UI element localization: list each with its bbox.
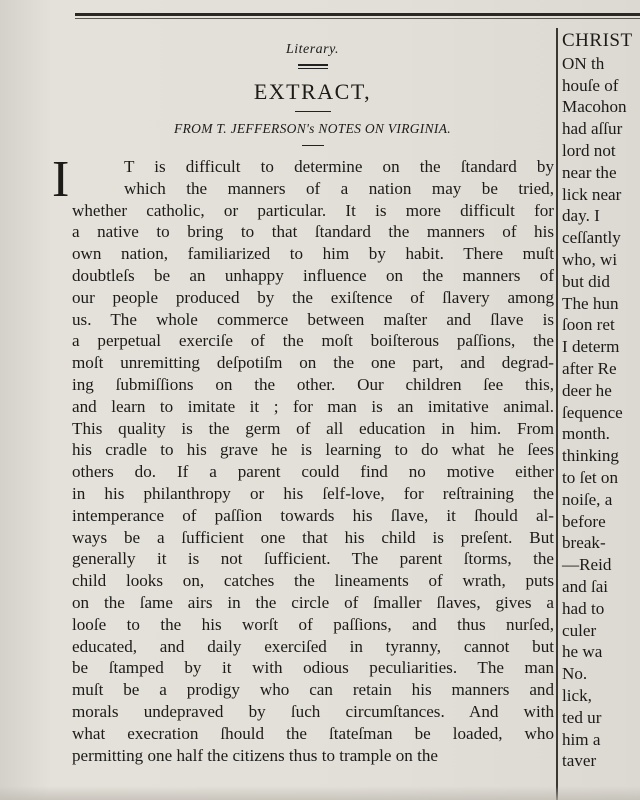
article-line: doubtleſs be an unhappy influence on the manners of [72, 265, 554, 285]
article-line: permitting one half the citizens thus to trample on the [72, 745, 438, 765]
article-line: us. The whole commerce between maſter and ſlave is [72, 309, 554, 329]
adjacent-column-line: —Reid [562, 555, 612, 575]
adjacent-column-line: lick near [562, 184, 622, 204]
article-line: others do. If a parent could find no motive either [72, 462, 554, 482]
adjacent-column-line: ſequence [562, 402, 623, 422]
column-divider [556, 28, 558, 800]
adjacent-column-line: noiſe, a [562, 489, 613, 509]
drop-cap: I [52, 151, 70, 208]
article-line: a perpetual exerciſe of the moſt boiſterous paſſions, the [72, 331, 554, 351]
article-body [72, 156, 554, 766]
adjacent-column-line: culer [562, 620, 597, 640]
article-line: intemperance of paſſion towards his ſlave, it ſhould al- [72, 505, 554, 525]
adjacent-column-line: ſoon ret [562, 315, 615, 335]
article-line: This quality is the germ of all education in him. From [72, 418, 554, 438]
adjacent-column-line: month. [562, 424, 610, 444]
adjacent-column-line: deer he [562, 380, 612, 400]
article-line: what execration ſhould the ſtateſman be loaded, who [72, 723, 554, 743]
article-line: on the ſame airs in the circle of ſmaller ſlaves, gives a [72, 592, 554, 612]
adjacent-column-line: Macohon [562, 97, 627, 117]
adjacent-column-line: lick, [562, 685, 592, 705]
top-rule [75, 13, 640, 16]
article-line: morals undepraved by ſuch circumſtances. And with [72, 701, 554, 721]
article-line: be ſtamped by it with odious peculiarities. The man [72, 658, 554, 678]
article-subtitle: FROM T. JEFFERSON's NOTES ON VIRGINIA. [174, 121, 451, 136]
adjacent-column-line: day. I [562, 206, 600, 226]
article-line: moſt unremitting deſpotiſm on the one part, and degrad- [72, 353, 554, 373]
article-line: ways be a ſufficient one that his child is preſent. But [72, 527, 554, 547]
article-line: T is difficult to determine on the ſtandard by [124, 157, 554, 176]
adjacent-column-line: No. [562, 664, 588, 684]
adjacent-column-line: and ſai [562, 576, 609, 596]
adjacent-column-line: I determ [562, 337, 620, 357]
adjacent-column-line: had aſſur [562, 119, 623, 139]
article-line: child looks on, catches the lineaments of wrath, puts [72, 571, 554, 591]
adjacent-column [562, 30, 640, 772]
page-edge-shadow [0, 786, 640, 800]
adjacent-column-line: he wa [562, 642, 603, 662]
article-line: looſe to the his worſt of paſſions, and thus nurſed, [72, 614, 554, 634]
article-line: and learn to imitate it ; for man is an imitative animal. [72, 396, 554, 416]
adjacent-column-line: The hun [562, 293, 619, 313]
adjacent-column-line: to ſet on [562, 467, 619, 487]
adjacent-column-line: after Re [562, 358, 617, 378]
adjacent-column-header: CHRIST [562, 30, 633, 51]
adjacent-column-text [562, 53, 640, 772]
adjacent-column-line: near the [562, 162, 617, 182]
article-line: in his philanthropy or his ſelf-love, for reſtraining the [72, 483, 554, 503]
adjacent-column-line: had to [562, 598, 605, 618]
adjacent-column-line: ted ur [562, 707, 602, 727]
article-line: a native to bring to that ſtandard the manners of his [72, 222, 554, 242]
article-line: which the manners of a nation may be tried, [124, 178, 554, 198]
article-line: our people produced by the exiſtence of ſlavery among [72, 287, 554, 307]
article-line: own nation, familiarized to him by habit. There muſt [72, 244, 554, 264]
adjacent-column-line: break- [562, 533, 606, 553]
article-line: generally it is not ſufficient. The parent ſtorms, the [72, 549, 554, 569]
adjacent-column-line: thinking [562, 446, 619, 466]
adjacent-column-line: ceſſantly [562, 228, 621, 248]
article-line: muſt be a prodigy who can retain his manners and [72, 680, 554, 700]
adjacent-column-line: taver [562, 751, 597, 771]
subtitle-rule [302, 145, 324, 146]
article-title: EXTRACT, [253, 79, 372, 104]
title-rule [295, 111, 331, 112]
adjacent-column-line: but did [562, 271, 610, 291]
top-rule-thin [75, 18, 640, 19]
article-line: whether catholic, or particular. It is more difficult for [72, 200, 554, 220]
article-header [70, 40, 555, 146]
article-line: ing ſubmiſſions on the other. Our children ſee this, [72, 374, 554, 394]
double-rule [298, 64, 328, 69]
adjacent-column-line: him a [562, 729, 601, 749]
adjacent-column-line: lord not [562, 140, 616, 160]
article-line: his cradle to his grave he is learning to do what he ſees [72, 440, 554, 460]
adjacent-column-line: houſe of [562, 75, 619, 95]
section-heading: Literary. [285, 42, 340, 57]
article-line: educated, and daily exerciſed in tyranny, cannot but [72, 636, 554, 656]
adjacent-column-line: before [562, 511, 606, 531]
adjacent-column-line: who, wi [562, 249, 618, 269]
adjacent-column-line: ON th [562, 53, 605, 73]
